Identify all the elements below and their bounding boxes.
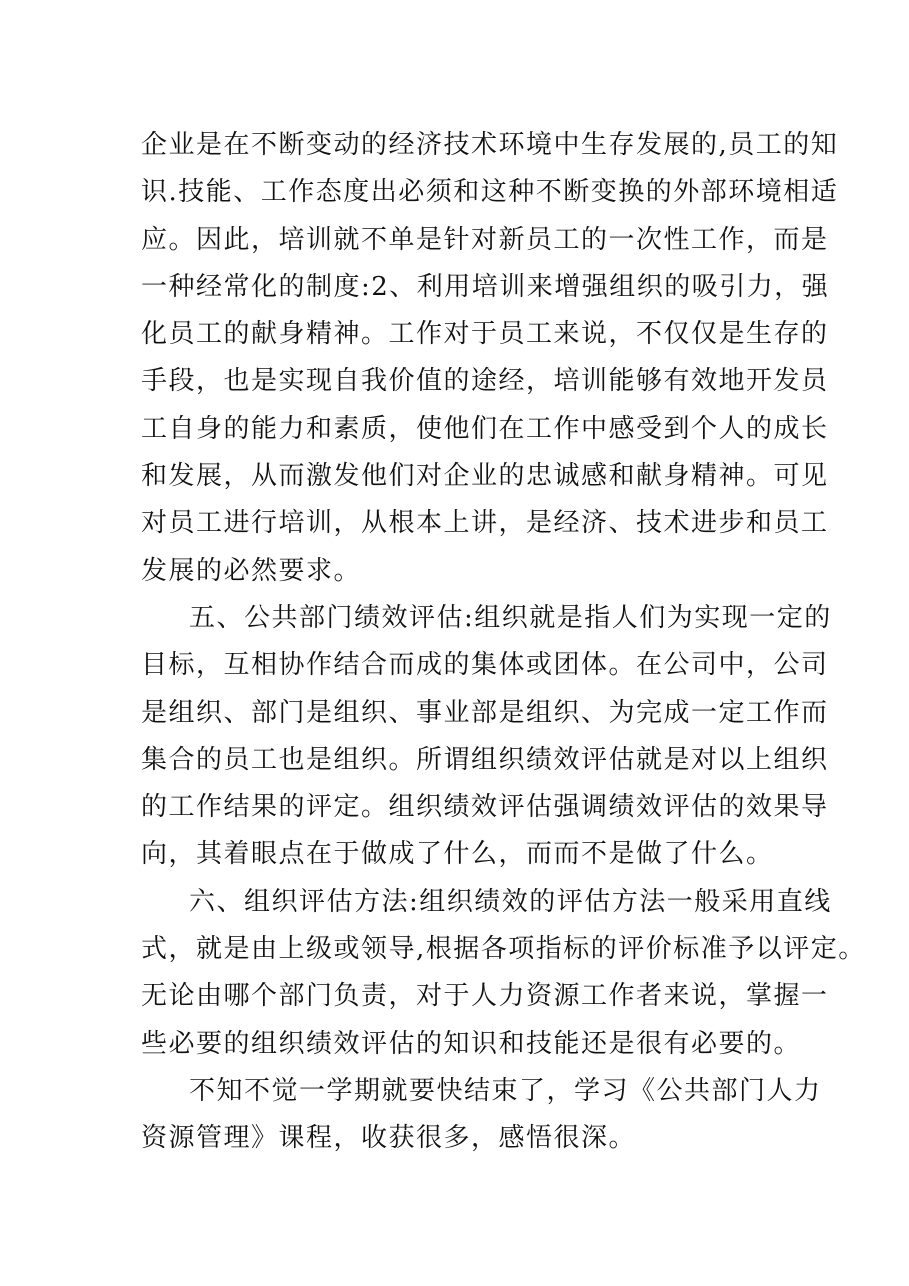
text-line: 的工作结果的评定。组织绩效评估强调绩效评估的效果导 bbox=[141, 792, 829, 823]
text-line: 和发展，从而激发他们对企业的忠诚感和献身精神。可见 bbox=[141, 461, 829, 492]
text-line: 些必要的组织绩效评估的知识和技能还是很有必要的。 bbox=[141, 1028, 802, 1059]
text-line: 无论由哪个部门负责，对于人力资源工作者来说，掌握一 bbox=[141, 981, 829, 1012]
text-line: 发展的必然要求。 bbox=[141, 555, 362, 586]
text-line: 向，其着眼点在于做成了什么，而而不是做了什么。 bbox=[141, 839, 774, 870]
text-line: 应。因此，培训就不单是针对新员工的一次性工作，而是 bbox=[141, 224, 829, 255]
body-text bbox=[141, 122, 866, 1163]
text-line: 资源管理》课程，收获很多，感悟很深。 bbox=[141, 1123, 637, 1154]
text-line: 手段，也是实现自我价值的途经，培训能够有效地开发员 bbox=[141, 366, 829, 397]
text-line: 企业是在不断变动的经济技术环境中生存发展的,员工的知 bbox=[141, 130, 839, 160]
text-line: 集合的员工也是组织。所谓组织绩效评估就是对以上组织 bbox=[141, 744, 829, 775]
text-line: 识.技能、工作态度出必须和这种不断变换的外部环境相适 bbox=[141, 177, 839, 208]
paragraph-start-line: 五、公共部门绩效评估:组织就是指人们为实现一定的 bbox=[189, 602, 832, 633]
text-line: 目标，互相协作结合而成的集体或团体。在公司中，公司 bbox=[141, 650, 829, 681]
text-line: 是组织、部门是组织、事业部是组织、为完成一定工作而 bbox=[141, 697, 829, 728]
text-line: 工自身的能力和素质，使他们在工作中感受到个人的成长 bbox=[141, 413, 829, 444]
text-line: 化员工的献身精神。工作对于员工来说，不仅仅是生存的 bbox=[141, 319, 829, 350]
paragraph-start-line: 六、组织评估方法:组织绩效的评估方法一般采用直线 bbox=[189, 886, 832, 917]
text-line: 式，就是由上级或领导,根据各项指标的评价标准予以评定。 bbox=[141, 934, 866, 965]
text-line: 一种经常化的制度:2、利用培训来增强组织的吸引力，强 bbox=[141, 271, 830, 302]
text-line: 对员工进行培训，从根本上讲，是经济、技术进步和员工 bbox=[141, 508, 829, 539]
paragraph-start-line: 不知不觉一学期就要快结束了，学习《公共部门人力 bbox=[189, 1075, 822, 1106]
